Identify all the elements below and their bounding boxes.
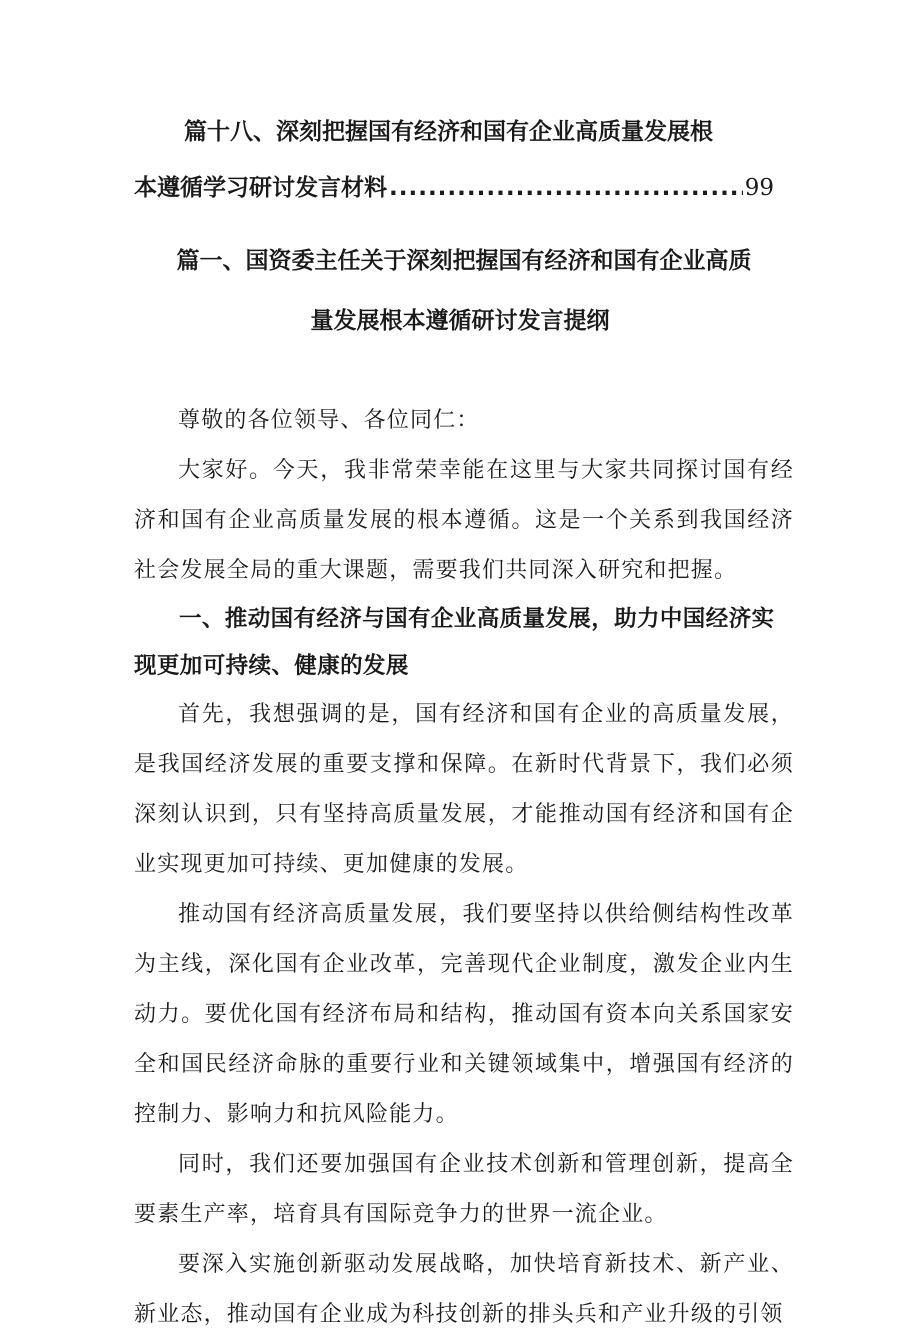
salutation: 尊敬的各位领导、各位同仁： [178,408,480,433]
paragraph-4: 要深入实施创新驱动发展战略，加快培育新技术、新产业、新业态，推动国有企业成为科技创新的排头兵和产业升级的引领 [134,1252,794,1327]
toc-entry-18-line1: 篇十八、深刻把握国有经济和国有企业高质量发展根 [184,119,713,145]
paragraph-1: 首先，我想强调的是，国有经济和国有企业的高质量发展，是我国经济发展的重要支撑和保障。在新时代背景下，我们必须深刻认识到，只有坚持高质量发展，才能推动国有经济和国有企业实现更加可持续、更加健康的发展。 [134,702,794,877]
toc-dot-leader [389,173,743,203]
paragraph-2: 推动国有经济高质量发展，我们要坚持以供给侧结构性改革为主线，深化国有企业改革，完善现代企业制度，激发企业内生动力。要优化国有经济布局和结构，推动国有资本向关系国家安全和国民经济命脉的重要行业和关键领域集中，增强国有经济的控制力、影响力和抗风险能力。 [134,902,794,1127]
article-title-line2: 量发展根本遵循研讨发言提纲 [310,308,610,334]
paragraph-intro: 大家好。今天，我非常荣幸能在这里与大家共同探讨国有经济和国有企业高质量发展的根本遵循。这是一个关系到我国经济社会发展全局的重大课题，需要我们共同深入研究和把握。 [134,458,794,583]
article-body [134,396,794,1340]
toc-entry-18-line2 [134,173,774,203]
paragraph-3: 同时，我们还要加强国有企业技术创新和管理创新，提高全要素生产率，培育具有国际竞争力的世界一流企业。 [134,1152,794,1227]
section-1-title: 一、推动国有经济与国有企业高质量发展，助力中国经济实现更加可持续、健康的发展 [134,606,775,679]
toc-entry-18-text: 本遵循学习研讨发言材料 [134,175,387,201]
toc-page-number: 99 [744,175,774,201]
article-title-line1: 篇一、国资委主任关于深刻把握国有经济和国有企业高质 [176,248,752,274]
